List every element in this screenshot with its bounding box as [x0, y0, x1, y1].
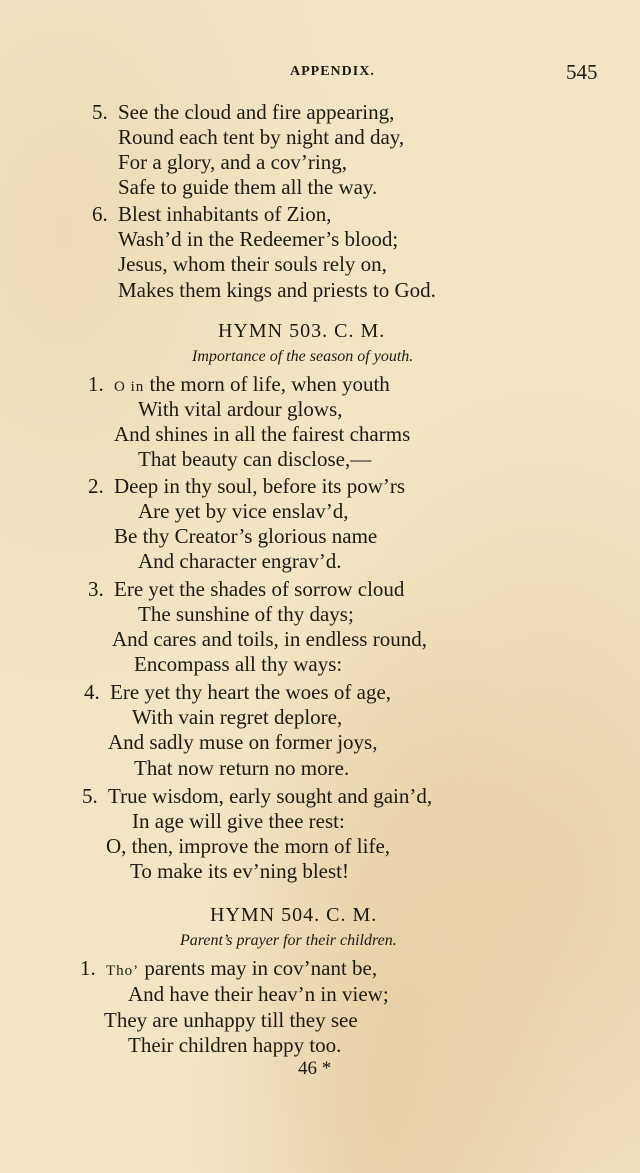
hymn-subtitle: Importance of the season of youth. [192, 348, 414, 365]
verse-line: 1. Tho’ parents may in cov’nant be, [80, 956, 378, 980]
verse-line: And shines in all the fairest charms [114, 422, 411, 446]
verse-line: 4. Ere yet thy heart the woes of age, [84, 680, 392, 704]
verse-line: They are unhappy till they see [104, 1008, 358, 1032]
verse-line: To make its ev’ning blest! [130, 859, 349, 883]
verse-line: 2. Deep in thy soul, before its pow’rs [88, 474, 406, 498]
verse-line: And sadly muse on former joys, [108, 730, 378, 754]
page-number: 545 [566, 60, 598, 84]
verse-line: Are yet by vice enslav’d, [138, 499, 349, 523]
verse-line: And cares and toils, in endless round, [112, 627, 427, 651]
verse-line: That now return no more. [134, 756, 350, 780]
hymn-title: HYMN 504. C. M. [210, 904, 378, 926]
verse-line: Jesus, whom their souls rely on, [118, 252, 387, 276]
hymn-subtitle: Parent’s prayer for their children. [180, 932, 397, 949]
verse-line: For a glory, and a cov’ring, [118, 150, 347, 174]
verse-line: O, then, improve the morn of life, [106, 834, 391, 858]
verse-line: In age will give thee rest: [132, 809, 345, 833]
verse-line: Encompass all thy ways: [134, 652, 343, 676]
signature-mark: 46 * [298, 1058, 332, 1079]
verse-line: Safe to guide them all the way. [118, 175, 378, 199]
running-head: APPENDIX. [290, 64, 375, 79]
verse-line: The sunshine of thy days; [138, 602, 354, 626]
hymn-title: HYMN 503. C. M. [218, 320, 386, 342]
verse-line: 5. True wisdom, early sought and gain’d, [82, 784, 433, 808]
verse-line: 6. Blest inhabitants of Zion, [92, 202, 332, 226]
page-header [0, 62, 640, 86]
verse-line: With vain regret deplore, [132, 705, 343, 729]
verse-line: And character engrav’d. [138, 549, 342, 573]
verse-line: Their children happy too. [128, 1033, 342, 1057]
verse-line: Be thy Creator’s glorious name [114, 524, 378, 548]
verse-line: With vital ardour glows, [138, 397, 343, 421]
verse-line: And have their heav’n in view; [128, 982, 389, 1006]
verse-line: 1. O in the morn of life, when youth [88, 372, 390, 396]
verse-line: 3. Ere yet the shades of sorrow cloud [88, 577, 405, 601]
verse-line: That beauty can disclose,— [138, 447, 372, 471]
verse-line: Round each tent by night and day, [118, 125, 405, 149]
verse-line: 5. See the cloud and fire appearing, [92, 100, 395, 124]
verse-line: Wash’d in the Redeemer’s blood; [118, 227, 399, 251]
verse-line: Makes them kings and priests to God. [118, 278, 436, 302]
